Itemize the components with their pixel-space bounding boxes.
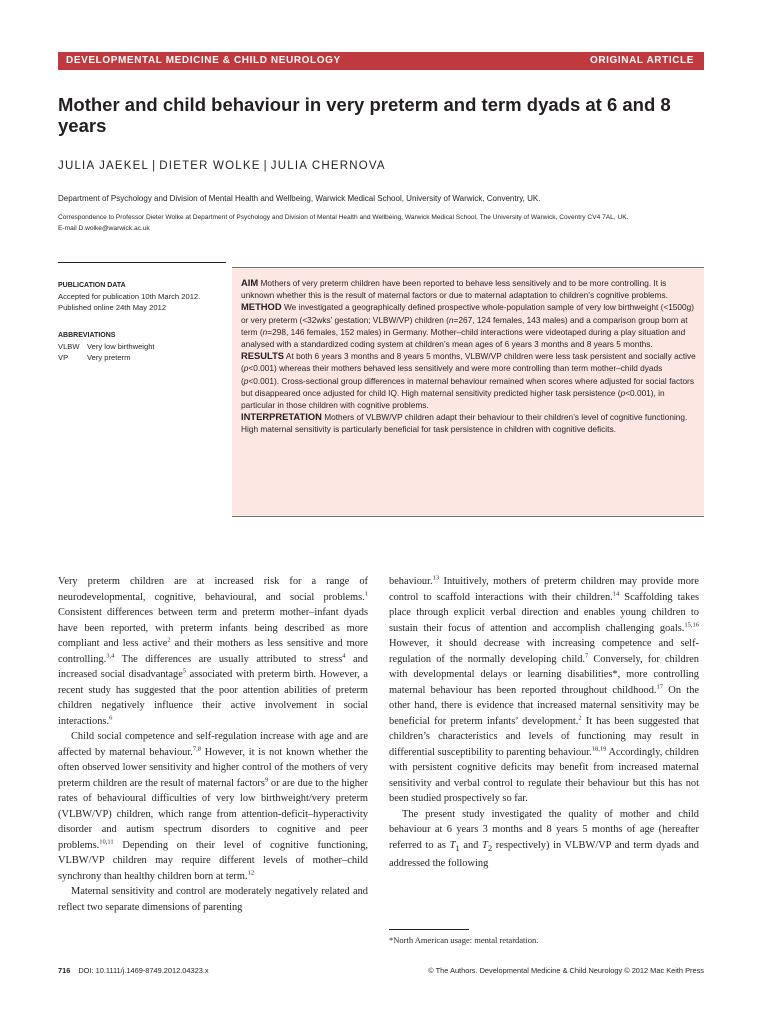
body-text: respectively) in VLBW/VP and term dyads and addressed the following [389,839,699,870]
body-text: The differences are usually attributed to stress [114,653,343,665]
author-separator: | [152,160,157,172]
article-title: Mother and child behaviour in very preterm and term dyads at 6 and 8 years [58,94,671,136]
citation-marker[interactable]: 7,8 [192,745,201,753]
body-text: and their mothers as less sensitive and more controlling. [58,638,368,665]
correspondence: Correspondence to Professor Dieter Wolke at Department of Psychology and Division of Mental Health and Wellbeing, Warwick Medical School, The University of Warwick, Coventry CV4 7AL, UK. [58,214,629,221]
article-type: ORIGINAL ARTICLE [589,55,694,66]
body-text: However, it is not known whether the often observed lower sensitivity and higher control of the mothers of very preterm children are the result of maternal factors [58,746,368,789]
method-italic: n [448,314,454,325]
copyright-notice: © The Authors. Developmental Medicine & Child Neurology © 2012 Mac Keith Press [428,966,704,975]
abbreviation-row [58,341,230,352]
body-text: associated with preterm birth. However, a recent study has suggested that the poor attention abilities of preterm children negatively influence their active involvement in social interactions. [58,669,368,727]
abbreviation-key: VLBW [58,341,80,351]
abstract-aim [241,277,698,301]
author-list [58,160,386,172]
citation-marker[interactable]: 6 [109,714,113,722]
interpretation-label: INTERPRETATION [241,411,322,423]
abbreviations-heading: ABBREVIATIONS [58,331,116,339]
results-italic: p [620,387,626,398]
author-name: DIETER WOLKE [159,160,261,172]
footnote-rule [389,929,469,930]
abbreviation-key: VP [58,353,69,363]
citation-marker[interactable]: 13 [432,574,440,582]
abstract-interpretation [241,411,698,435]
citation-marker[interactable]: 4 [342,652,346,660]
body-text: The present study investigated the quality of mother and child behaviour at 6 years 3 months and 8 years 5 months of age (hereafter referred to as [389,808,699,851]
affiliation: Department of Psychology and Division of Mental Health and Wellbeing, Warwick Medical School, University of Warwick, Conventry, UK. [58,194,541,203]
page-footer-left [58,966,209,975]
citation-marker[interactable]: 7 [585,652,589,660]
body-text: On the other hand, there is evidence that increased maternal sensitivity may be beneficial for preterm infants’ development. [389,684,699,727]
citation-marker[interactable]: 17 [656,683,664,691]
body-text: It has been suggested that children’s characteristics and levels of functioning may result in differential susceptibility to parenting behaviour. [389,715,699,758]
body-paragraph [389,574,699,807]
published-date: Published online 24th May 2012 [58,303,167,313]
body-text: and [459,839,483,851]
method-text: =267, 124 females, 143 males) and a comparison group born at term ( [241,314,688,337]
body-text: Conversely, for children with developmental delays or learning disabilities*, more controlling maternal behaviour has been reported throughout childhood. [389,653,699,696]
body-text: Accordingly, children with persistent cognitive deficits may benefit from increased maternal sensitivity and verbal control to regulate their behaviour but this has not been studied prospectively so far. [389,746,699,804]
sidebar-divider [58,262,226,263]
body-text: behaviour. [389,576,433,587]
body-text: Consistent differences between term and preterm mother–infant dyads have been reported, with preterm infants being described as more compliant and less active [58,607,368,649]
abbreviation-meaning: Very low birthweight [87,341,155,351]
body-text: However, it should decrease with increasing competence and self-regulation of the normally developing child. [389,638,699,665]
abbreviation-row [58,352,230,363]
abstract-results [241,350,698,411]
results-text: <0.001). Cross-sectional group differences in maternal behaviour remained when scores where adjusted for social factors but disappeared once adjusted for child IQ. High maternal sensitivity predicted higher task persistence ( [241,375,694,398]
body-text: Intuitively, mothers of preterm children may provide more control to scaffold interactions with their children. [389,576,699,603]
footnote: *North American usage: mental retardation. [389,935,539,945]
author-name: JULIA CHERNOVA [270,160,386,172]
abbreviation-meaning: Very preterm [87,353,131,363]
results-text: <0.001) whereas their mothers behaved less sensitively and were more controlling than term mother–child dyads ( [241,363,663,386]
doi-link[interactable]: DOI: 10.1111/j.1469-8749.2012.04323.x [78,966,209,975]
results-italic: p [243,363,249,374]
citation-marker[interactable]: 10,11 [99,838,114,846]
accepted-date: Accepted for publication 10th March 2012. [58,292,201,302]
email-link[interactable]: E-mail D.wolke@warwick.ac.uk [58,224,150,232]
citation-marker[interactable]: 15,16 [684,621,699,629]
method-label: METHOD [241,301,282,313]
publication-data-heading: PUBLICATION DATA [58,282,126,289]
body-text: Child social competence and self-regulation increase with age and are affected by maternal behaviour. [58,731,368,758]
results-text: <0.001), in particular in those children with cognitive problems. [241,387,665,411]
body-column-right [389,574,699,872]
timepoint-symbol: T [482,839,488,851]
body-text: Depending on their level of cognitive functioning, VLBW/VP children may require different levels of mother–child synchrony than healthy children born at term. [58,839,368,882]
aim-text: Mothers of very preterm children have been reported to behave less sensitively and to be more controlling. It is unknown whether this is the result of maternal factors or due to maternal adaptation to children’s cognitive problems. [241,278,668,301]
results-text: At both 6 years 3 months and 8 years 5 months, VLBW/VP children were less task persistent and socially active ( [241,351,696,374]
body-text: Scaffolding takes place through explicit verbal direction and enables young children to sustain their focus of attention and accomplish challenging goals. [389,591,699,634]
journal-name: DEVELOPMENTAL MEDICINE & CHILD NEUROLOGY [66,55,341,66]
citation-marker[interactable]: 9 [264,776,269,784]
page-number: 716 [58,966,71,975]
citation-marker[interactable]: 2 [167,636,171,644]
timepoint-subscript: 1 [455,842,460,853]
body-paragraph [58,729,368,884]
citation-marker[interactable]: 1 [364,590,368,598]
timepoint-subscript: 2 [487,842,493,853]
body-text: or are due to the higher rates of behavioural difficulties of very low birthweight/very preterm (VLBW/VP) children, which range from attention-deficit–hyperactivity disorder and autism spectrum disorders to cognitive and peer problems. [58,777,368,851]
abstract-box [232,267,704,517]
citation-marker[interactable]: 18,19 [591,745,607,753]
author-name: JULIA JAEKEL [58,160,150,172]
results-label: RESULTS [241,350,285,362]
aim-label: AIM [241,277,259,288]
abstract-method [241,301,698,350]
citation-marker[interactable]: 12 [247,869,255,877]
body-paragraph [389,807,699,872]
author-separator: | [263,160,268,172]
body-text: and increased social disadvantage [58,653,368,680]
correspondence-block [58,213,708,234]
method-text: =298, 146 females, 152 males) in Germany. Mother–child interactions were videotaped during a play situation and analysed with a standardized coding system at children’s mean ages of 6 years 3 months and 8 years 5 months. [241,326,686,350]
results-italic: p [243,375,249,386]
citation-marker[interactable]: 2 [578,714,582,722]
citation-marker[interactable]: 5 [182,667,187,675]
body-paragraph [58,574,368,729]
interpretation-text: Mothers of VLBW/VP children adapt their behaviour to their children’s level of cognitive functioning. High maternal sensitivity is particularly beneficial for task persistence in children with cognitive deficits. [241,412,688,435]
body-text: Very preterm children are at increased risk for a range of neurodevelopmental, cognitive, behavioural, and social problems. [58,576,368,603]
citation-marker[interactable]: 3,4 [106,652,115,660]
body-column-left [58,574,368,915]
body-paragraph: Maternal sensitivity and control are moderately negatively related and reflect two separate dimensions of parenting [58,886,368,913]
method-text: We investigated a geographically defined prospective whole-population sample of very low birthweight (<1500g) or very preterm (<32wks’ gestation; VLBW/VP) children ( [241,302,695,325]
method-italic: n [262,326,268,337]
timepoint-symbol: T [449,839,456,851]
journal-banner [58,52,704,70]
publication-sidebar [58,280,230,363]
citation-marker[interactable]: 14 [612,590,620,598]
